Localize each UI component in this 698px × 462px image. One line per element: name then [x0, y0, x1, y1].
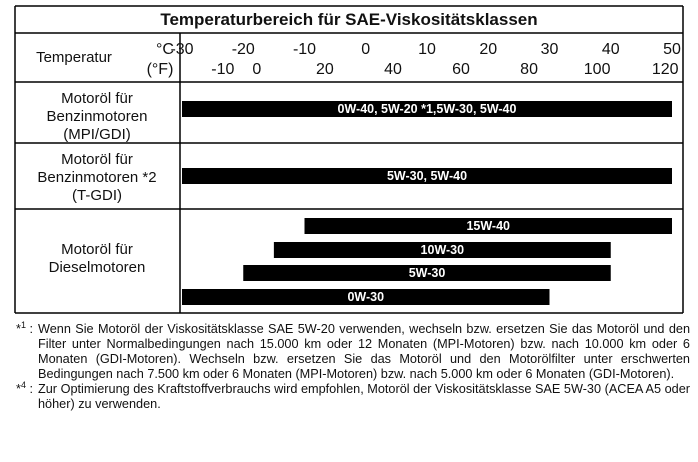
fahrenheit-tick-label: 80 [520, 61, 538, 78]
footnote-1-text: Wenn Sie Motoröl der Viskositätsklasse SAE 5W-20 verwenden, wechseln bzw. ersetzen Sie das Motoröl und den Filter unter Normalbedingungen nach 15.000 km oder 12 Monaten (MPI-Motoren) bzw. nach 10.000 km oder 6 Monaten (GDI-Motoren). Wechseln bzw. ersetzen Sie das Motoröl und den Motorölfilter unter erschwerten Bedingungen nach 7.500 km oder 6 Monaten (MPI-Motoren) bzw. nach 5.000 km oder 6 Monaten (GDI-Motoren). [38, 322, 690, 381]
oil-group-labels [37, 90, 156, 276]
footnote-4 [16, 379, 690, 412]
oil-group-label-line: (MPI/GDI) [63, 126, 131, 143]
celsius-tick-label: 30 [540, 41, 559, 58]
viscosity-bar-label: 5W-30, 5W-40 [386, 168, 468, 183]
celsius-unit: °C [156, 41, 174, 58]
fahrenheit-tick-label: 120 [651, 61, 679, 78]
fahrenheit-tick-label: -10 [211, 61, 235, 78]
celsius-tick-label: 40 [601, 41, 620, 58]
footnote-1-number: 1 [20, 319, 26, 330]
celsius-tick-label: 20 [479, 41, 498, 58]
fahrenheit-tick-label: 0 [252, 61, 262, 78]
oil-group-label-line: Motoröl für [61, 241, 133, 258]
celsius-tick-label: -10 [292, 41, 317, 58]
viscosity-bar-label: 0W-40, 5W-20 *1,5W-30, 5W-40 [337, 101, 517, 116]
footnote-1-colon: : [25, 322, 34, 336]
viscosity-bars [182, 101, 672, 305]
oil-group-label-line: Motoröl für [61, 90, 133, 107]
temperature-axis [170, 41, 681, 78]
footnote-1 [16, 319, 690, 382]
viscosity-bar-label: 5W-30 [408, 265, 446, 280]
footnotes [16, 319, 690, 412]
celsius-tick-label: -20 [231, 41, 255, 58]
viscosity-bar-label: 15W-40 [466, 218, 511, 233]
oil-group-label-line: Motoröl für [61, 151, 133, 168]
fahrenheit-unit: (°F) [146, 61, 174, 78]
oil-group-label-line: Benzinmotoren *2 [37, 169, 157, 186]
footnote-4-colon: : [25, 382, 34, 396]
fahrenheit-tick-label: 60 [452, 61, 470, 78]
celsius-tick-label: 0 [361, 41, 371, 58]
footnote-4-asterisk: * [16, 382, 21, 396]
table-title: Temperaturbereich für SAE-Viskositätsklassen [160, 10, 538, 29]
fahrenheit-tick-label: 20 [316, 61, 334, 78]
oil-group-label-line: (T-GDI) [72, 187, 122, 204]
oil-group-label-line: Benzinmotoren [46, 108, 148, 125]
celsius-tick-label: 50 [663, 41, 681, 58]
viscosity-bar-label: 0W-30 [347, 289, 385, 304]
oil-group-label-line: Dieselmotoren [48, 259, 146, 276]
viscosity-bar-label: 10W-30 [420, 242, 465, 257]
temperature-label: Temperatur [36, 49, 112, 66]
footnote-4-number: 4 [20, 379, 26, 390]
footnote-1-marker [16, 319, 38, 337]
celsius-tick-label: 10 [418, 41, 436, 58]
footnote-4-marker [16, 379, 38, 397]
fahrenheit-tick-label: 40 [384, 61, 402, 78]
footnote-1-asterisk: * [16, 322, 21, 336]
footnote-4-text: Zur Optimierung des Kraftstoffverbrauchs wird empfohlen, Motoröl der Viskositätsklasse SAE 5W-30 (ACEA A5 oder höher) zu verwenden. [38, 382, 690, 411]
fahrenheit-tick-label: 100 [583, 61, 611, 78]
celsius-tick-label: -30 [170, 41, 194, 58]
